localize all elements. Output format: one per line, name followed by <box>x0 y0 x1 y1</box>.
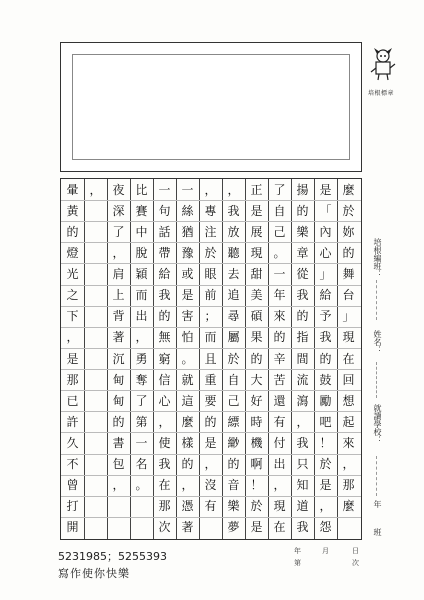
handwritten-char: 的 <box>112 414 125 429</box>
handwritten-char: ， <box>158 414 171 429</box>
handwritten-char: 我 <box>319 330 332 345</box>
handwritten-char: 要 <box>204 393 217 408</box>
handwritten-char: 給 <box>319 288 332 303</box>
handwritten-char: 於 <box>319 457 332 472</box>
handwritten-char: 揚 <box>296 182 309 197</box>
handwritten-char: 己 <box>227 393 240 408</box>
grid-column-line <box>176 179 177 539</box>
grid-row-line <box>61 411 361 412</box>
grid-column-line <box>314 179 315 539</box>
handwritten-char: 內 <box>319 224 332 239</box>
mascot-stamp-icon <box>368 46 398 82</box>
handwritten-char: 中 <box>135 224 148 239</box>
handwritten-char: 專 <box>204 203 217 218</box>
handwritten-char: 而 <box>204 330 217 345</box>
handwritten-char: 付 <box>273 435 286 450</box>
handwritten-char: 次 <box>158 520 171 535</box>
comment-box-inner-border <box>72 54 350 160</box>
handwritten-char: ， <box>204 182 217 197</box>
handwritten-char: ， <box>204 457 217 472</box>
handwritten-char: 之 <box>66 288 79 303</box>
grid-row-line <box>61 432 361 433</box>
handwritten-char: 「 <box>319 203 332 218</box>
handwritten-char: 信 <box>158 372 171 387</box>
handwritten-char: 下 <box>66 309 79 324</box>
teacher-comment-box <box>60 42 362 172</box>
handwritten-char: 我 <box>296 288 309 303</box>
handwritten-char: 包 <box>112 457 125 472</box>
handwritten-char: 流 <box>296 372 309 387</box>
handwritten-char: 我 <box>296 435 309 450</box>
handwritten-char: 。 <box>135 478 148 493</box>
class-label: 培根編班： <box>373 238 382 278</box>
handwritten-char: 重 <box>204 372 217 387</box>
handwritten-char: 」 <box>319 267 332 282</box>
handwritten-char: 怕 <box>181 330 194 345</box>
handwritten-char: 聽 <box>227 245 240 260</box>
grid-row-line <box>61 496 361 497</box>
handwritten-char: 於 <box>227 351 240 366</box>
grid-column-line <box>268 179 269 539</box>
handwritten-char: ！ <box>250 478 263 493</box>
handwritten-char: 是 <box>66 351 79 366</box>
handwritten-char: 一 <box>158 182 171 197</box>
handwritten-char: 年 <box>273 288 286 303</box>
name-line <box>376 362 377 398</box>
handwritten-char: 瀉 <box>296 393 309 408</box>
grid-column-line <box>130 179 131 539</box>
handwritten-char: 屬 <box>227 330 240 345</box>
handwritten-char: 沉 <box>112 351 125 366</box>
grid-row-line <box>61 517 361 518</box>
handwritten-char: 自 <box>227 372 240 387</box>
handwritten-char: 賽 <box>135 203 148 218</box>
handwritten-char: 穎 <box>135 267 148 282</box>
handwritten-char: 帶 <box>158 245 171 260</box>
handwritten-char: 麼 <box>181 414 194 429</box>
handwritten-char: 。 <box>181 351 194 366</box>
handwritten-char: 果 <box>250 330 263 345</box>
handwritten-char: 美 <box>250 288 263 303</box>
grid-row-line <box>61 242 361 243</box>
handwritten-char: 放 <box>227 224 240 239</box>
handwritten-char: 暈 <box>66 182 79 197</box>
grid-column-line <box>153 179 154 539</box>
grid-column-line <box>245 179 246 539</box>
handwritten-char: 勵 <box>319 393 332 408</box>
handwritten-char: 。 <box>273 245 286 260</box>
handwritten-char: 夜 <box>112 182 125 197</box>
handwritten-char: 展 <box>250 224 263 239</box>
handwritten-char: 已 <box>66 393 79 408</box>
handwritten-char: 第 <box>135 414 148 429</box>
handwritten-char: 豫 <box>181 245 194 260</box>
handwritten-char: ， <box>135 330 148 345</box>
writing-grid <box>60 178 362 540</box>
handwritten-char: 是 <box>319 478 332 493</box>
grid-row-line <box>61 348 361 349</box>
handwritten-char: 黃 <box>66 203 79 218</box>
handwritten-char: 予 <box>319 309 332 324</box>
grid-column-line <box>291 179 292 539</box>
grid-row-line <box>61 200 361 201</box>
handwritten-char: 注 <box>204 224 217 239</box>
handwritten-char: 碩 <box>250 309 263 324</box>
day-label: 日 <box>352 547 359 555</box>
handwritten-char: 給 <box>158 267 171 282</box>
handwritten-char: 麼 <box>342 499 355 514</box>
handwritten-char: 縹 <box>227 414 240 429</box>
handwritten-char: 心 <box>158 393 171 408</box>
handwritten-char: 機 <box>250 435 263 450</box>
handwritten-char: 害 <box>181 309 194 324</box>
handwritten-char: 著 <box>181 520 194 535</box>
year-label: 年 <box>294 547 301 555</box>
grid-row-line <box>61 475 361 476</box>
handwritten-char: 勇 <box>135 351 148 366</box>
grid-row-line <box>61 221 361 222</box>
handwritten-char: ， <box>342 457 355 472</box>
handwritten-char: 了 <box>273 182 286 197</box>
handwritten-char: 來 <box>273 309 286 324</box>
handwritten-char: 眼 <box>204 267 217 282</box>
grid-row-line <box>61 369 361 370</box>
handwritten-char: 自 <box>273 203 286 218</box>
handwritten-char: 的 <box>227 457 240 472</box>
class-line <box>376 280 377 320</box>
handwritten-char: 猶 <box>181 224 194 239</box>
handwritten-char: 書 <box>112 435 125 450</box>
handwritten-char: 一 <box>135 435 148 450</box>
handwritten-char: 間 <box>296 351 309 366</box>
handwritten-char: 音 <box>227 478 240 493</box>
grid-row-line <box>61 285 361 286</box>
di-label: 第 <box>294 559 301 567</box>
handwritten-char: 來 <box>342 435 355 450</box>
handwritten-char: 知 <box>296 478 309 493</box>
handwritten-char: 出 <box>135 309 148 324</box>
grid-row-line <box>61 327 361 328</box>
handwritten-char: 久 <box>66 435 79 450</box>
handwritten-char: 且 <box>204 351 217 366</box>
handwritten-char: ， <box>273 478 286 493</box>
handwritten-char: 一 <box>181 182 194 197</box>
handwritten-char: 的 <box>204 414 217 429</box>
handwritten-char: 的 <box>296 203 309 218</box>
handwritten-char: 或 <box>181 267 194 282</box>
handwritten-char: 辛 <box>273 351 286 366</box>
grade-label: 年 <box>373 500 382 508</box>
handwritten-char: 指 <box>296 330 309 345</box>
handwritten-char: 在 <box>158 478 171 493</box>
handwritten-char: 使 <box>158 435 171 450</box>
handwritten-char: 背 <box>112 309 125 324</box>
handwritten-char: 夢 <box>227 520 240 535</box>
stamp-label: 培根標章 <box>368 90 395 97</box>
handwritten-char: 話 <box>158 224 171 239</box>
grid-row-line <box>61 263 361 264</box>
grid-row-line <box>61 390 361 391</box>
handwritten-char: 沒 <box>204 478 217 493</box>
grid-column-line <box>107 179 108 539</box>
handwritten-char: 緲 <box>227 435 240 450</box>
handwritten-char: 吧 <box>319 414 332 429</box>
handwritten-char: 而 <box>135 288 148 303</box>
handwritten-char: 道 <box>296 499 309 514</box>
handwritten-char: ， <box>89 182 102 197</box>
handwritten-char: 著 <box>112 330 125 345</box>
handwritten-char: ， <box>181 478 194 493</box>
handwritten-char: 句 <box>158 203 171 218</box>
handwritten-char: 的 <box>181 457 194 472</box>
grid-column-line <box>199 179 200 539</box>
handwritten-char: 一 <box>273 267 286 282</box>
handwritten-char: 絲 <box>181 203 194 218</box>
handwritten-char: 曾 <box>66 478 79 493</box>
ci-label: 次 <box>352 559 359 567</box>
handwritten-char: 燈 <box>66 245 79 260</box>
handwritten-char: 那 <box>158 499 171 514</box>
handwritten-char: 於 <box>342 203 355 218</box>
handwritten-char: ， <box>112 245 125 260</box>
handwritten-char: 有 <box>204 499 217 514</box>
handwritten-char: 怨 <box>319 520 332 535</box>
grid-column-line <box>84 179 85 539</box>
handwritten-char: 有 <box>273 414 286 429</box>
handwritten-char: 前 <box>204 288 217 303</box>
handwritten-char: 台 <box>342 288 355 303</box>
handwritten-char: 啊 <box>250 457 263 472</box>
grid-row-line <box>61 454 361 455</box>
handwritten-char: 好 <box>250 393 263 408</box>
month-label: 月 <box>322 547 329 555</box>
handwritten-char: ！ <box>319 435 332 450</box>
handwritten-char: 就 <box>181 372 194 387</box>
handwritten-char: 想 <box>342 393 355 408</box>
handwritten-char: ； <box>204 309 217 324</box>
handwritten-char: 麼 <box>342 182 355 197</box>
handwritten-char: 不 <box>66 457 79 472</box>
handwritten-char: 的 <box>66 224 79 239</box>
handwritten-char: 於 <box>250 499 263 514</box>
handwritten-char: 是 <box>250 203 263 218</box>
handwritten-char: 無 <box>158 330 171 345</box>
handwritten-char: 出 <box>273 457 286 472</box>
grid-row-line <box>61 306 361 307</box>
handwritten-char: 己 <box>273 224 286 239</box>
handwritten-char: 窮 <box>158 351 171 366</box>
handwritten-char: 樂 <box>296 224 309 239</box>
ban-label: 班 <box>373 528 382 536</box>
handwritten-char: 的 <box>319 351 332 366</box>
handwritten-char: 那 <box>66 372 79 387</box>
handwritten-char: ， <box>227 182 240 197</box>
handwritten-char: 於 <box>204 245 217 260</box>
handwritten-char: 脫 <box>135 245 148 260</box>
handwritten-char: 時 <box>250 414 263 429</box>
handwritten-char: 上 <box>112 288 125 303</box>
handwritten-char: 的 <box>296 309 309 324</box>
handwritten-char: 現 <box>273 499 286 514</box>
handwritten-char: 大 <box>250 372 263 387</box>
handwritten-char: 我 <box>296 520 309 535</box>
handwritten-char: 現 <box>250 245 263 260</box>
handwritten-char: 回 <box>342 372 355 387</box>
handwritten-char: 樣 <box>181 435 194 450</box>
handwritten-char: 起 <box>342 414 355 429</box>
handwritten-char: 章 <box>296 245 309 260</box>
handwritten-char: ， <box>112 478 125 493</box>
grid-column-line <box>337 179 338 539</box>
handwritten-char: 的 <box>250 351 263 366</box>
footer-phone: 5231985；5255393 <box>58 550 167 563</box>
handwritten-char: 舞 <box>342 267 355 282</box>
handwritten-char: 名 <box>135 457 148 472</box>
handwritten-char: 是 <box>204 435 217 450</box>
handwritten-char: 打 <box>66 499 79 514</box>
handwritten-char: 這 <box>181 393 194 408</box>
handwritten-char: 肩 <box>112 267 125 282</box>
handwritten-char: 妳 <box>342 224 355 239</box>
handwritten-char: 現 <box>342 330 355 345</box>
school-line <box>376 456 377 496</box>
footer-contact <box>58 548 167 581</box>
handwritten-char: 在 <box>342 351 355 366</box>
handwritten-char: 」 <box>342 309 355 324</box>
handwritten-char: 樂 <box>227 499 240 514</box>
handwritten-char: 正 <box>250 182 263 197</box>
handwritten-char: 去 <box>227 267 240 282</box>
handwritten-char: 了 <box>112 224 125 239</box>
handwritten-char: 的 <box>342 245 355 260</box>
handwritten-char: 甜 <box>250 267 263 282</box>
handwritten-char: 還 <box>273 393 286 408</box>
grid-column-line <box>222 179 223 539</box>
handwritten-char: 在 <box>273 520 286 535</box>
handwritten-char: 的 <box>158 309 171 324</box>
handwritten-char: 那 <box>342 478 355 493</box>
handwritten-char: 只 <box>296 457 309 472</box>
handwritten-char: 許 <box>66 414 79 429</box>
handwritten-char: 奪 <box>135 372 148 387</box>
handwritten-char: 了 <box>135 393 148 408</box>
handwritten-char: 比 <box>135 182 148 197</box>
handwritten-char: 從 <box>296 267 309 282</box>
handwritten-char: 甸 <box>112 393 125 408</box>
handwritten-char: 心 <box>319 245 332 260</box>
handwritten-char: 的 <box>273 330 286 345</box>
handwritten-char: ， <box>66 330 79 345</box>
handwritten-char: 憑 <box>181 499 194 514</box>
handwritten-char: 甸 <box>112 372 125 387</box>
handwritten-char: 是 <box>250 520 263 535</box>
handwritten-char: 是 <box>181 288 194 303</box>
handwritten-char: 是 <box>319 182 332 197</box>
handwritten-char: ， <box>319 499 332 514</box>
handwritten-char: 鼓 <box>319 372 332 387</box>
handwritten-char: 我 <box>158 457 171 472</box>
school-label: 就讀學校： <box>373 404 382 444</box>
handwritten-char: ， <box>296 414 309 429</box>
handwritten-char: 我 <box>227 203 240 218</box>
handwritten-char: 尋 <box>227 309 240 324</box>
handwritten-char: 深 <box>112 203 125 218</box>
name-label: 姓名： <box>373 330 382 354</box>
handwritten-char: 光 <box>66 267 79 282</box>
footer-slogan: 寫作使你快樂 <box>58 567 130 580</box>
handwritten-char: 苦 <box>273 372 286 387</box>
handwritten-char: 開 <box>66 520 79 535</box>
handwritten-char: 我 <box>158 288 171 303</box>
handwritten-char: 追 <box>227 288 240 303</box>
